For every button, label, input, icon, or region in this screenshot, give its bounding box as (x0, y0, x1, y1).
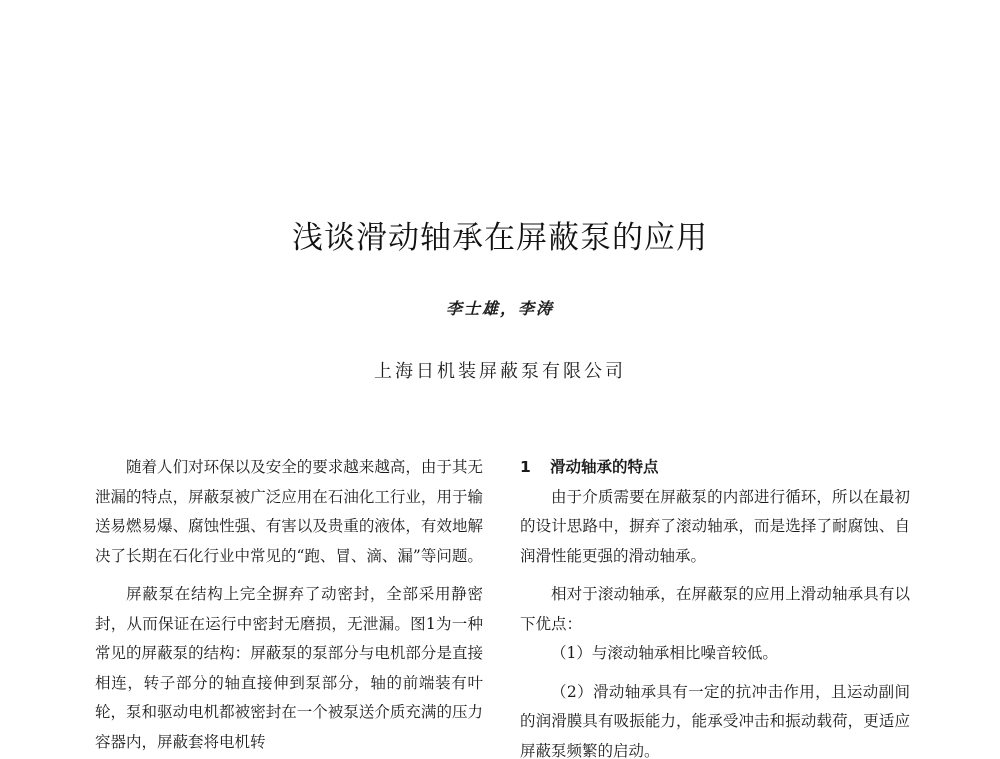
section-title: 滑动轴承的特点 (550, 458, 659, 476)
author-affiliation: 上海日机装屏蔽泵有限公司 (374, 361, 626, 382)
left-column (95, 453, 483, 757)
advantages-intro-paragraph: 相对于滚动轴承，在屏蔽泵的应用上滑动轴承具有以下优点： (520, 585, 910, 633)
paper-authors: 李士雄，李涛 (445, 299, 554, 318)
intro-paragraph: 随着人们对环保以及安全的要求越来越高，由于其无泄漏的特点，屏蔽泵被广泛应用在石油化工行业，用于输送易燃易爆、腐蚀性强、有害以及贵重的液体，有效地解决了长期在石化行业中常见的“跑、冒、滴、漏”等问题。 (95, 458, 483, 565)
advantage-item: （2）滑动轴承具有一定的抗冲击作用，且运动副间的润滑膜具有吸振能力，能承受冲击和振动载荷，更适应屏蔽泵频繁的启动。 (520, 682, 910, 759)
advantage-item: （1）与滚动轴承相比噪音较低。 (551, 644, 778, 662)
section-heading (520, 453, 910, 483)
bearing-choice-paragraph: 由于介质需要在屏蔽泵的内部进行循环，所以在最初的设计思路中，摒弃了滚动轴承，而是选择了耐腐蚀、自润滑性能更强的滑动轴承。 (520, 487, 910, 565)
paper-title: 浅谈滑动轴承在屏蔽泵的应用 (292, 220, 708, 256)
structure-paragraph: 屏蔽泵在结构上完全摒弃了动密封，全部采用静密封，从而保证在运行中密封无磨损，无泄漏。图1为一种常见的屏蔽泵的结构：屏蔽泵的泵部分与电机部分是直接相连，转子部分的轴直接伸到泵部分，轴的前端装有叶轮，泵和驱动电机都被密封在一个被泵送介质充满的压力容器内，屏蔽套将电机转 (95, 585, 483, 751)
right-column (520, 453, 910, 759)
section-number: 1 (520, 458, 531, 476)
